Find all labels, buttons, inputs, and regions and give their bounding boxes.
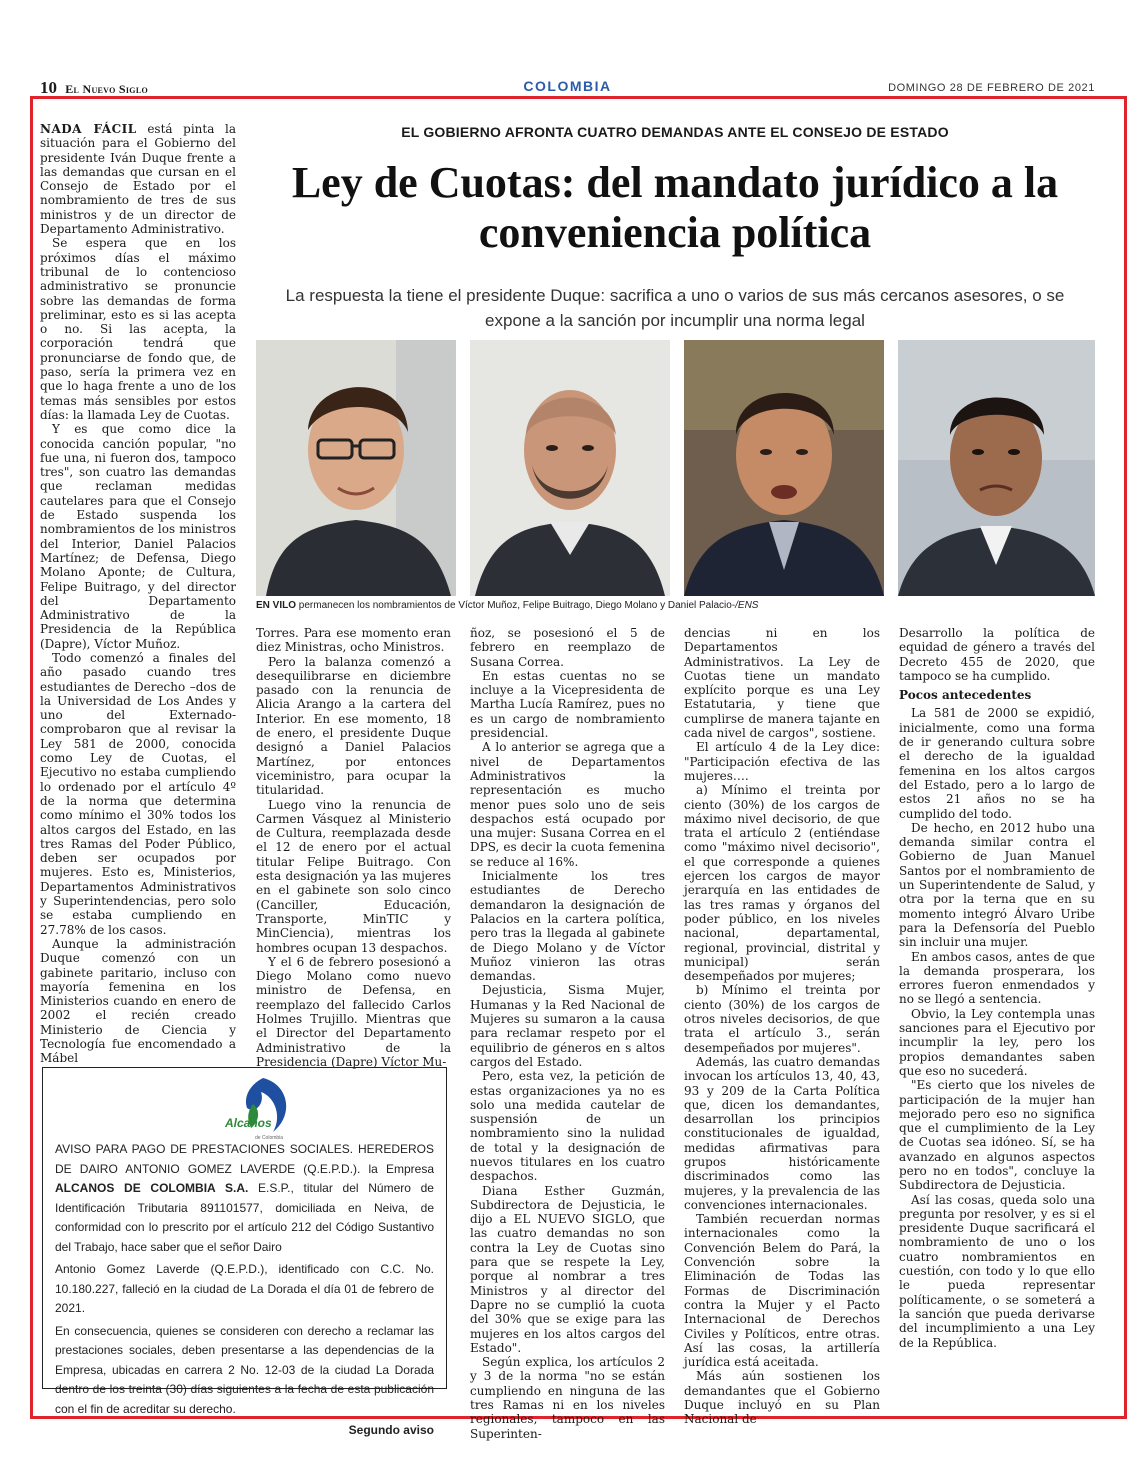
paragraph: Diana Esther Guzmán, Subdirectora de Dejusticia, le dijo a EL NUEVO SIGLO, que las cuatro demandas no son contra la Ley de Cuotas sino para que se respete la Ley, porque al nombrar a tres Ministros y al director del Dapre no se cumplió la cuota del 30% que se exige para las mujeres en los altos cargos del Estado". [470, 1183, 665, 1355]
paragraph: En estas cuentas no se incluye a la Vicepresidenta de Martha Lucía Ramírez, pues no es un cargo de nombramiento presidencial. [470, 668, 665, 741]
subheading: Pocos antecedentes [899, 688, 1032, 703]
photo-portrait-4 [898, 340, 1095, 596]
paragraph: En ambos casos, antes de que la demanda prosperara, los errores fueron enmendados y no se llegó a sentencia. [899, 949, 1095, 1007]
paragraph [40, 122, 236, 236]
photo-strip [256, 340, 1095, 596]
article-headline: Ley de Cuotas: del mandato jurídico a la conveniencia política [291, 158, 1059, 257]
paragraph: Todo comenzó a finales del año pasado cuando tres estudiantes de Derecho –dos de la Universidad de Los Andes y uno del Externado- comprobaron que al revisar la Ley 581 de 2000, conocida como Ley de Cuotas, el Ejecutivo no estaba cumpliendo lo ordenado por el artículo 4º de la norma que determina como mínimo el 30% todos los altos cargos del Estado, en las tres Ramas del Poder Público, deben ser ocupados por mujeres. Esto es, Ministerios, Departamentos Administrativos y Superintendencias, pero solo se estaba cumpliendo en 27.78% de los casos. [40, 650, 236, 937]
paragraph: a) Mínimo el treinta por ciento (30%) de los cargos de máximo nivel decisorio, de que trata el artículo 2 (entiéndase como "máximo nivel decisorio", el que corresponde a quienes ejercen los cargos de mayor jerarquía en las entidades de las tres ramas y órganos del poder público, en los niveles nacional, departamental, regional, provincial, distrital y municipal) serán desempeñados por mujeres; [684, 783, 880, 984]
article-column-5 [899, 626, 1095, 1350]
issue-date: DOMINGO 28 DE FEBRERO DE 2021 [888, 82, 1095, 94]
photo-portrait-3 [684, 340, 884, 596]
article-column-3 [470, 626, 665, 1441]
paragraph: De hecho, en 2012 hubo una demanda similar contra el Gobierno de Juan Manuel Santos por el nombramiento de un Superintendente de Salud, y otra por la terna que en su momento integró Álvaro Uribe para la Defensoría del Pueblo sin incluir una mujer. [899, 820, 1095, 950]
paragraph-text: está pinta la situación para el Gobierno del presidente Iván Duque frente a las demandas que cursan en el Consejo de Estado por el nombramiento de tres de sus ministros y de un director de Departamento Administrativo. [40, 122, 236, 237]
paragraph: dencias ni en los Departamentos Administrativos. La Ley de Cuotas tiene un mandato explícito porque es una Ley Estatutaria, y tiene que cumplirse de manera tajante en cada nivel de cargos", sostiene. [684, 626, 880, 741]
paragraph: Obvio, la Ley contempla unas sanciones para el Ejecutivo por incumplir la ley, pero los propios demandantes saben que eso no sucederá. [899, 1006, 1095, 1078]
paragraph: Desarrollo la política de equidad de género a través del Decreto 455 de 2020, que tampoco se ha cumplido. [899, 626, 1095, 683]
paragraph: Dejusticia, Sisma Mujer, Humanas y la Red Nacional de Mujeres su sumaron a la causa para reclamar respeto por el equilibrio de géneros en s altos cargos del Estado. [470, 983, 665, 1069]
photo-portrait-1 [256, 340, 456, 596]
paragraph: Y el 6 de febrero posesionó a Diego Molano como nuevo ministro de Defensa, en reemplazo del fallecido Carlos Holmes Trujillo. Mientras que el Director del Departamento Administrativo de la Presidencia (Dapre) Víctor Mu- [256, 954, 451, 1069]
company-name: ALCANOS DE COLOMBIA S.A. [55, 1181, 249, 1195]
photo-portrait-2 [470, 340, 670, 596]
paragraph: ñoz, se posesionó el 5 de febrero en reemplazo de Susana Correa. [470, 626, 665, 669]
paragraph: Además, las cuatro demandas invocan los artículos 13, 40, 43, 93 y 209 de la Carta Política que, dicen los demandantes, desarrollan los principios constitucionales de igualdad, medidas afirmativas para grupos históricamente discriminados como las mujeres, y la prevalencia de las convenciones internacionales. [684, 1054, 880, 1212]
section-title: COLOMBIA [523, 78, 612, 94]
paragraph: Según explica, los artículos 2 y 3 de la norma "no se están cumpliendo en ninguna de las tres Ramas ni en los niveles regionales, tampoco en las Superinten- [470, 1355, 665, 1441]
caption-credit: -/ENS [731, 600, 759, 611]
paragraph: La 581 de 2000 se expidió, inicialmente, como una forma de ir generando cultura sobre el derecho de la igualdad femenina en los altos cargos del Estado, pero a lo largo de estos 21 años no se ha cumplido del todo. [899, 706, 1095, 821]
paragraph: Luego vino la renuncia de Carmen Vásquez al Ministerio de Cultura, reemplazada desde el 12 de enero por el actual titular Felipe Buitrago. Con esta designación ya las mujeres en el gabinete son solo cinco (Canciller, Educación, Transporte, MinTIC y MinCiencia), mientras los hombres ocupan 13 despachos. [256, 797, 451, 955]
lead-in: NADA FÁCIL [40, 122, 137, 136]
page-number: 10 [40, 78, 57, 97]
caption-lead: EN VILO [256, 600, 297, 611]
article-subheadline: La respuesta la tiene el presidente Duque: sacrifica a uno o varios de sus más cercanos asesores, o se expone a la sanción por incumplir una norma legal [285, 286, 1065, 330]
notice-paragraph: En consecuencia, quienes se consideren con derecho a reclamar las prestaciones sociales, deben presentarse a las dependencias de la Empresa, ubicadas en carrera 2 No. 12-03 de la ciudad La Dorada dentro de los treinta (30) días siguientes a la fecha de esta publicación con el fin de acreditar su derecho. [55, 1323, 434, 1416]
paragraph: Más aún sostienen los demandantes que el Gobierno Duque incluyó en su Plan Nacional de [684, 1369, 880, 1427]
paragraph: El artículo 4 de la Ley dice: "Participación efectiva de las mujeres…. [684, 740, 880, 783]
article-kicker: EL GOBIERNO AFRONTA CUATRO DEMANDAS ANTE EL CONSEJO DE ESTADO [401, 124, 949, 140]
article-column-4 [684, 626, 880, 1427]
notice-paragraph: Antonio Gomez Laverde (Q.E.P.D.), identificado con C.C. No. 10.180.227, falleció en la ciudad de La Dorada el día 01 de febrero de 2021. [55, 1262, 434, 1315]
paragraph: A lo anterior se agrega que a nivel de Departamentos Administrativos la representación es mucho menor pues solo uno de seis despachos está ocupado por una mujer: Susana Correa en el DPS, es decir la cuota femenina se reduce al 16%. [470, 740, 665, 869]
notice-signature: Segundo aviso [348, 1423, 434, 1437]
paragraph: También recuerdan normas internacionales como la Convención Belem do Pará, la Convención sobre la Eliminación de Todas las Formas de Discriminación contra la Mujer y el Pacto Internacional de Derechos Civiles y Políticos, entre otras. Así las cosas, la artillería jurídica está aceitada. [684, 1212, 880, 1370]
article-column-2 [256, 626, 451, 1069]
paragraph: Inicialmente los tres estudiantes de Derecho demandaron la designación de Palacios en la cartera política, pero tras la llegada al gabinete de Diego Molano y de Víctor Muñoz vinieron las otras demandas. [470, 869, 665, 984]
logo-subtext: de Colombia [255, 1135, 284, 1141]
paragraph: Y es que como dice la conocida canción popular, "no fue una, ni fueron dos, tampoco tres", son cuatro las demandas que reclaman medidas cautelares para que el Consejo de Estado suspenda los nombramientos de los ministros del Interior, Daniel Palacios Martínez; de Defensa, Diego Molano Aponte; de Cultura, Felipe Buitrago, y del director del Departamento Administrativo de la Presidencia de la República (Dapre), Víctor Muñoz. [40, 422, 236, 651]
paragraph: Así las cosas, queda solo una pregunta por resolver, y es si el presidente Duque sacrificará el nombramiento de uno o los cuatro nombramientos en cuestión, con todo y lo que ello le pueda representar políticamente, o se someterá a la sanción que pueda derivarse del incumplimiento a una Ley de la República. [899, 1192, 1095, 1350]
paragraph: b) Mínimo el treinta por ciento (30%) de los cargos de otros niveles decisorios, de que trata el artículo 3., serán desempeñados por mujeres". [684, 983, 880, 1055]
newspaper-name: El Nuevo Siglo [65, 82, 148, 96]
paragraph: Pero, esta vez, la petición de estas organizaciones ya no es solo una medida cautelar de suspensión de un nombramiento sino la nulidad de total y la designación de nuevos titulares en los cuatro despachos. [470, 1069, 665, 1184]
paragraph: Se espera que en los próximos días el máximo tribunal de lo contencioso administrativo se pronuncie sobre las demandas de forma preliminar, esto es si las acepta o no. Si las acepta, la corporación tendrá que pronunciarse de fondo que, de paso, sería la primera vez en que lo haga frente a uno de los temas más sensibles por estos días: la llamada Ley de Cuotas. [40, 236, 236, 422]
paragraph: Pero la balanza comenzó a desequilibrarse en diciembre pasado con la renuncia de Alicia Arango a la cartera del Interior. En ese momento, 18 de enero, el presidente Duque designó a Daniel Palacios Martínez, por entonces viceministro, para ocupar la titularidad. [256, 654, 451, 798]
alcanos-logo [55, 1074, 434, 1140]
caption-text: permanecen los nombramientos de Víctor Muñoz, Felipe Buitrago, Diego Molano y Daniel Palacio [296, 600, 732, 611]
paragraph: "Es cierto que los niveles de participación de la mujer han mejorado pero eso no significa que el cumplimiento de la Ley de Cuotas sea idóneo. Sí, se ha avanzado en algunos aspectos pero no en todos", concluye la Subdirectora de Dejusticia. [899, 1078, 1095, 1193]
paragraph: Aunque la administración Duque comenzó con un gabinete paritario, incluso con mayoría femenina en los Ministerios cuando en enero de 2002 el recién creado Ministerio de Ciencia y Tecnología fue encomendado a Mábel [40, 936, 236, 1066]
photo-caption [256, 600, 1095, 611]
notice-text: E.S.P., titular del Número de Identificación Tributaria 891101577, domiciliada en Neiva, de conformidad con lo prescrito por el artículo 212 del Código Sustantivo del Trabajo, hace saber que el señor Dairo [55, 1181, 434, 1254]
legal-notice-ad [42, 1067, 447, 1437]
notice-paragraph [55, 1140, 434, 1257]
article-column-1 [40, 122, 236, 1066]
paragraph: Torres. Para ese momento eran diez Ministras, ocho Ministros. [256, 626, 451, 655]
logo-wordmark: Alcanos [225, 1116, 272, 1130]
notice-text: AVISO PARA PAGO DE PRESTACIONES SOCIALES. HEREDEROS DE DAIRO ANTONIO GOMEZ LAVERDE (Q.E.P.D.). la Empresa [55, 1142, 434, 1176]
